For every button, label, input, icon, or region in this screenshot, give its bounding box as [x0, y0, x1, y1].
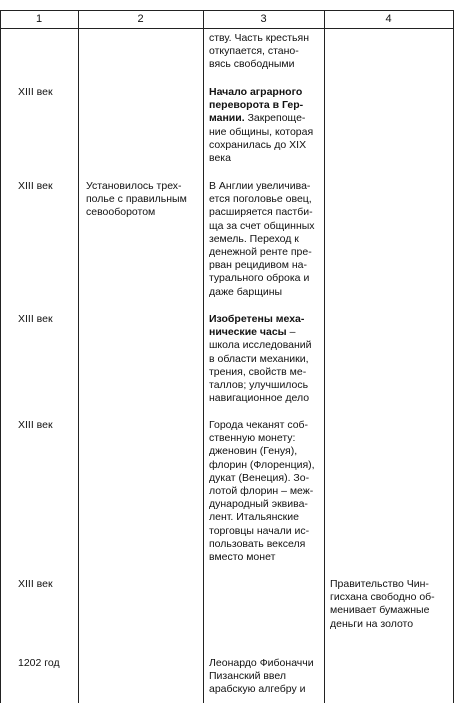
row-0-col-3: [209, 32, 320, 72]
text-line: Города чеканят соб-: [209, 419, 309, 431]
text-line: земель. Переход к: [209, 232, 299, 245]
column-divider-2: [203, 10, 204, 703]
row-4-date: XIII век: [18, 419, 53, 431]
text-line: вясь свободными: [209, 58, 295, 71]
text-line: севооборотом: [86, 206, 156, 219]
row-1-date: XIII век: [18, 86, 53, 98]
text-line: дукат (Венеция). Зо-: [209, 471, 310, 484]
text-line: ща за счет общинных: [209, 219, 315, 232]
text-line: денежной ренте пре-: [209, 246, 312, 259]
row-1-col-3: [209, 86, 320, 165]
text-line: расширяется пастби-: [209, 206, 313, 219]
text-line: менивает бумажные: [330, 604, 430, 617]
text-line-bold: Изобретены меха-: [209, 313, 305, 325]
text-line: навигационное дело: [209, 392, 310, 405]
text-line: сохранилась до XIX: [209, 138, 307, 151]
header-col-4: 4: [385, 13, 392, 25]
text-line: дународный эквива-: [209, 498, 308, 511]
text-inline: –: [289, 326, 296, 339]
text-bold-inline: мании.: [209, 112, 245, 125]
text-line: В Англии увеличива-: [209, 180, 311, 192]
text-line: гисхана свободно об-: [330, 591, 435, 604]
text-line: таллов; улучшилось: [209, 379, 309, 392]
text-line: в области механики,: [209, 352, 309, 365]
text-bold-inline: нические часы: [209, 326, 287, 339]
text-line: ственную монету:: [209, 432, 296, 445]
text-line: ству. Часть крестьян: [209, 32, 310, 44]
row-2-col-2: [86, 180, 198, 220]
text-line: школа исследований: [209, 339, 312, 352]
text-line: трения, свойств ме-: [209, 365, 307, 378]
row-6-col-3: [209, 657, 320, 697]
text-line: века: [209, 152, 231, 165]
header-col-1: 1: [35, 13, 43, 25]
row-4-col-3: [209, 419, 320, 564]
column-divider-1: [78, 10, 79, 703]
text-line: Правительство Чин-: [330, 578, 429, 590]
text-line: даже барщины: [209, 285, 283, 298]
text-line: ется поголовье овец,: [209, 193, 312, 206]
row-3-date: XIII век: [18, 313, 53, 325]
row-2-col-3: [209, 180, 320, 299]
text-line: Установилось трех-: [86, 180, 182, 192]
text-line: вместо монет: [209, 551, 276, 564]
row-2-date: XIII век: [18, 180, 53, 192]
text-line: Пизанский ввел: [209, 670, 287, 683]
row-5-date: XIII век: [18, 578, 53, 590]
text-line: ние общины, которая: [209, 125, 314, 138]
text-inline: Закрепоще-: [247, 112, 306, 125]
text-line: лент. Итальянские: [209, 511, 299, 524]
text-line: лотой флорин – меж-: [209, 485, 314, 498]
row-5-col-4: [330, 578, 446, 631]
row-6-date: 1202 год: [18, 657, 60, 669]
text-line: торговцы начали ис-: [209, 524, 310, 537]
text-line: деньги на золото: [330, 617, 414, 630]
column-divider-left: [0, 10, 1, 703]
text-line: пользовать векселя: [209, 537, 306, 550]
text-line: полье с правильным: [86, 193, 187, 206]
column-divider-3: [324, 10, 325, 703]
text-line: флорин (Флоренция),: [209, 458, 315, 471]
text-line-bold: Начало аграрного: [209, 86, 303, 98]
text-line-bold: переворота в Гер-: [209, 99, 304, 112]
text-line: турального оброка и: [209, 272, 310, 285]
header-col-3: 3: [260, 13, 267, 25]
text-line: рван рецидивом на-: [209, 259, 307, 272]
header-bottom-border: [0, 28, 454, 29]
header-col-2: 2: [137, 13, 144, 25]
text-line: арабскую алгебру и: [209, 683, 306, 696]
text-line: откупается, стано-: [209, 45, 299, 58]
text-line: дженовин (Генуя),: [209, 445, 298, 458]
row-3-col-3: [209, 313, 320, 405]
text-line: Леонардо Фибоначчи: [209, 657, 314, 669]
